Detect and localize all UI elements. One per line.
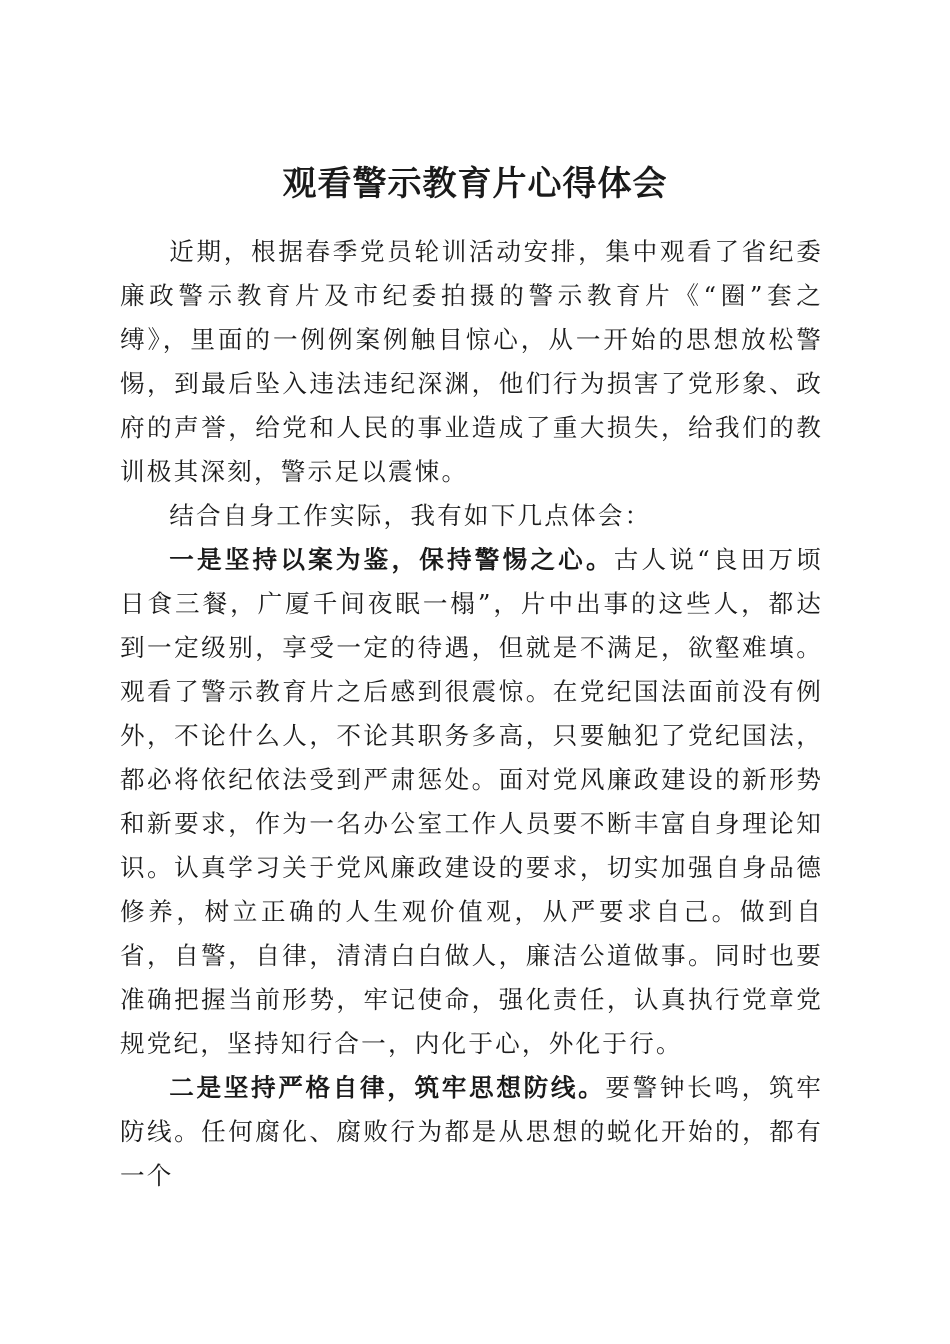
- paragraph-point-one: [120, 538, 823, 1066]
- paragraph-text: 古人说“良田万顷日食三餐，广厦千间夜眠一榻”，片中出事的这些人，都达到一定级别，享受一定的待遇，但就是不满足，欲壑难填。观看了警示教育片之后感到很震惊。在党纪国法面前没有例外，不论什么人，不论其职务多高，只要触犯了党纪国法，都必将依纪依法受到严肃惩处。面对党风廉政建设的新形势和新要求，作为一名办公室工作人员要不断丰富自身理论知识。认真学习关于党风廉政建设的要求，切实加强自身品德修养，树立正确的人生观价值观，从严要求自己。做到自省，自警，自律，清清白白做人，廉洁公道做事。同时也要准确把握当前形势，牢记使命，强化责任，认真执行党章党规党纪，坚持知行合一，内化于心，外化于行。: [120, 545, 823, 1058]
- paragraph-text: 结合自身工作实际，我有如下几点体会：: [169, 501, 652, 530]
- paragraph-lead: 一是坚持以案为鉴，保持警惕之心。: [169, 545, 614, 574]
- paragraph-text: 要警钟长鸣，筑牢防线。任何腐化、腐败行为都是从思想的蜕化开始的，都有一个: [120, 1073, 823, 1190]
- paragraph-lead: 二是坚持严格自律，筑牢思想防线。: [169, 1073, 606, 1102]
- paragraph-intro: [120, 230, 823, 494]
- paragraph-point-two: [120, 1066, 823, 1198]
- paragraph-transition: [120, 494, 823, 538]
- document-body: [120, 230, 823, 1198]
- paragraph-text: 近期，根据春季党员轮训活动安排，集中观看了省纪委廉政警示教育片及市纪委拍摄的警示教育片《“圈”套之缚》，里面的一例例案例触目惊心，从一开始的思想放松警惕，到最后坠入违法违纪深渊，他们行为损害了党形象、政府的声誉，给党和人民的事业造成了重大损失，给我们的教训极其深刻，警示足以震悚。: [120, 237, 823, 486]
- document-title: 观看警示教育片心得体会: [282, 163, 668, 204]
